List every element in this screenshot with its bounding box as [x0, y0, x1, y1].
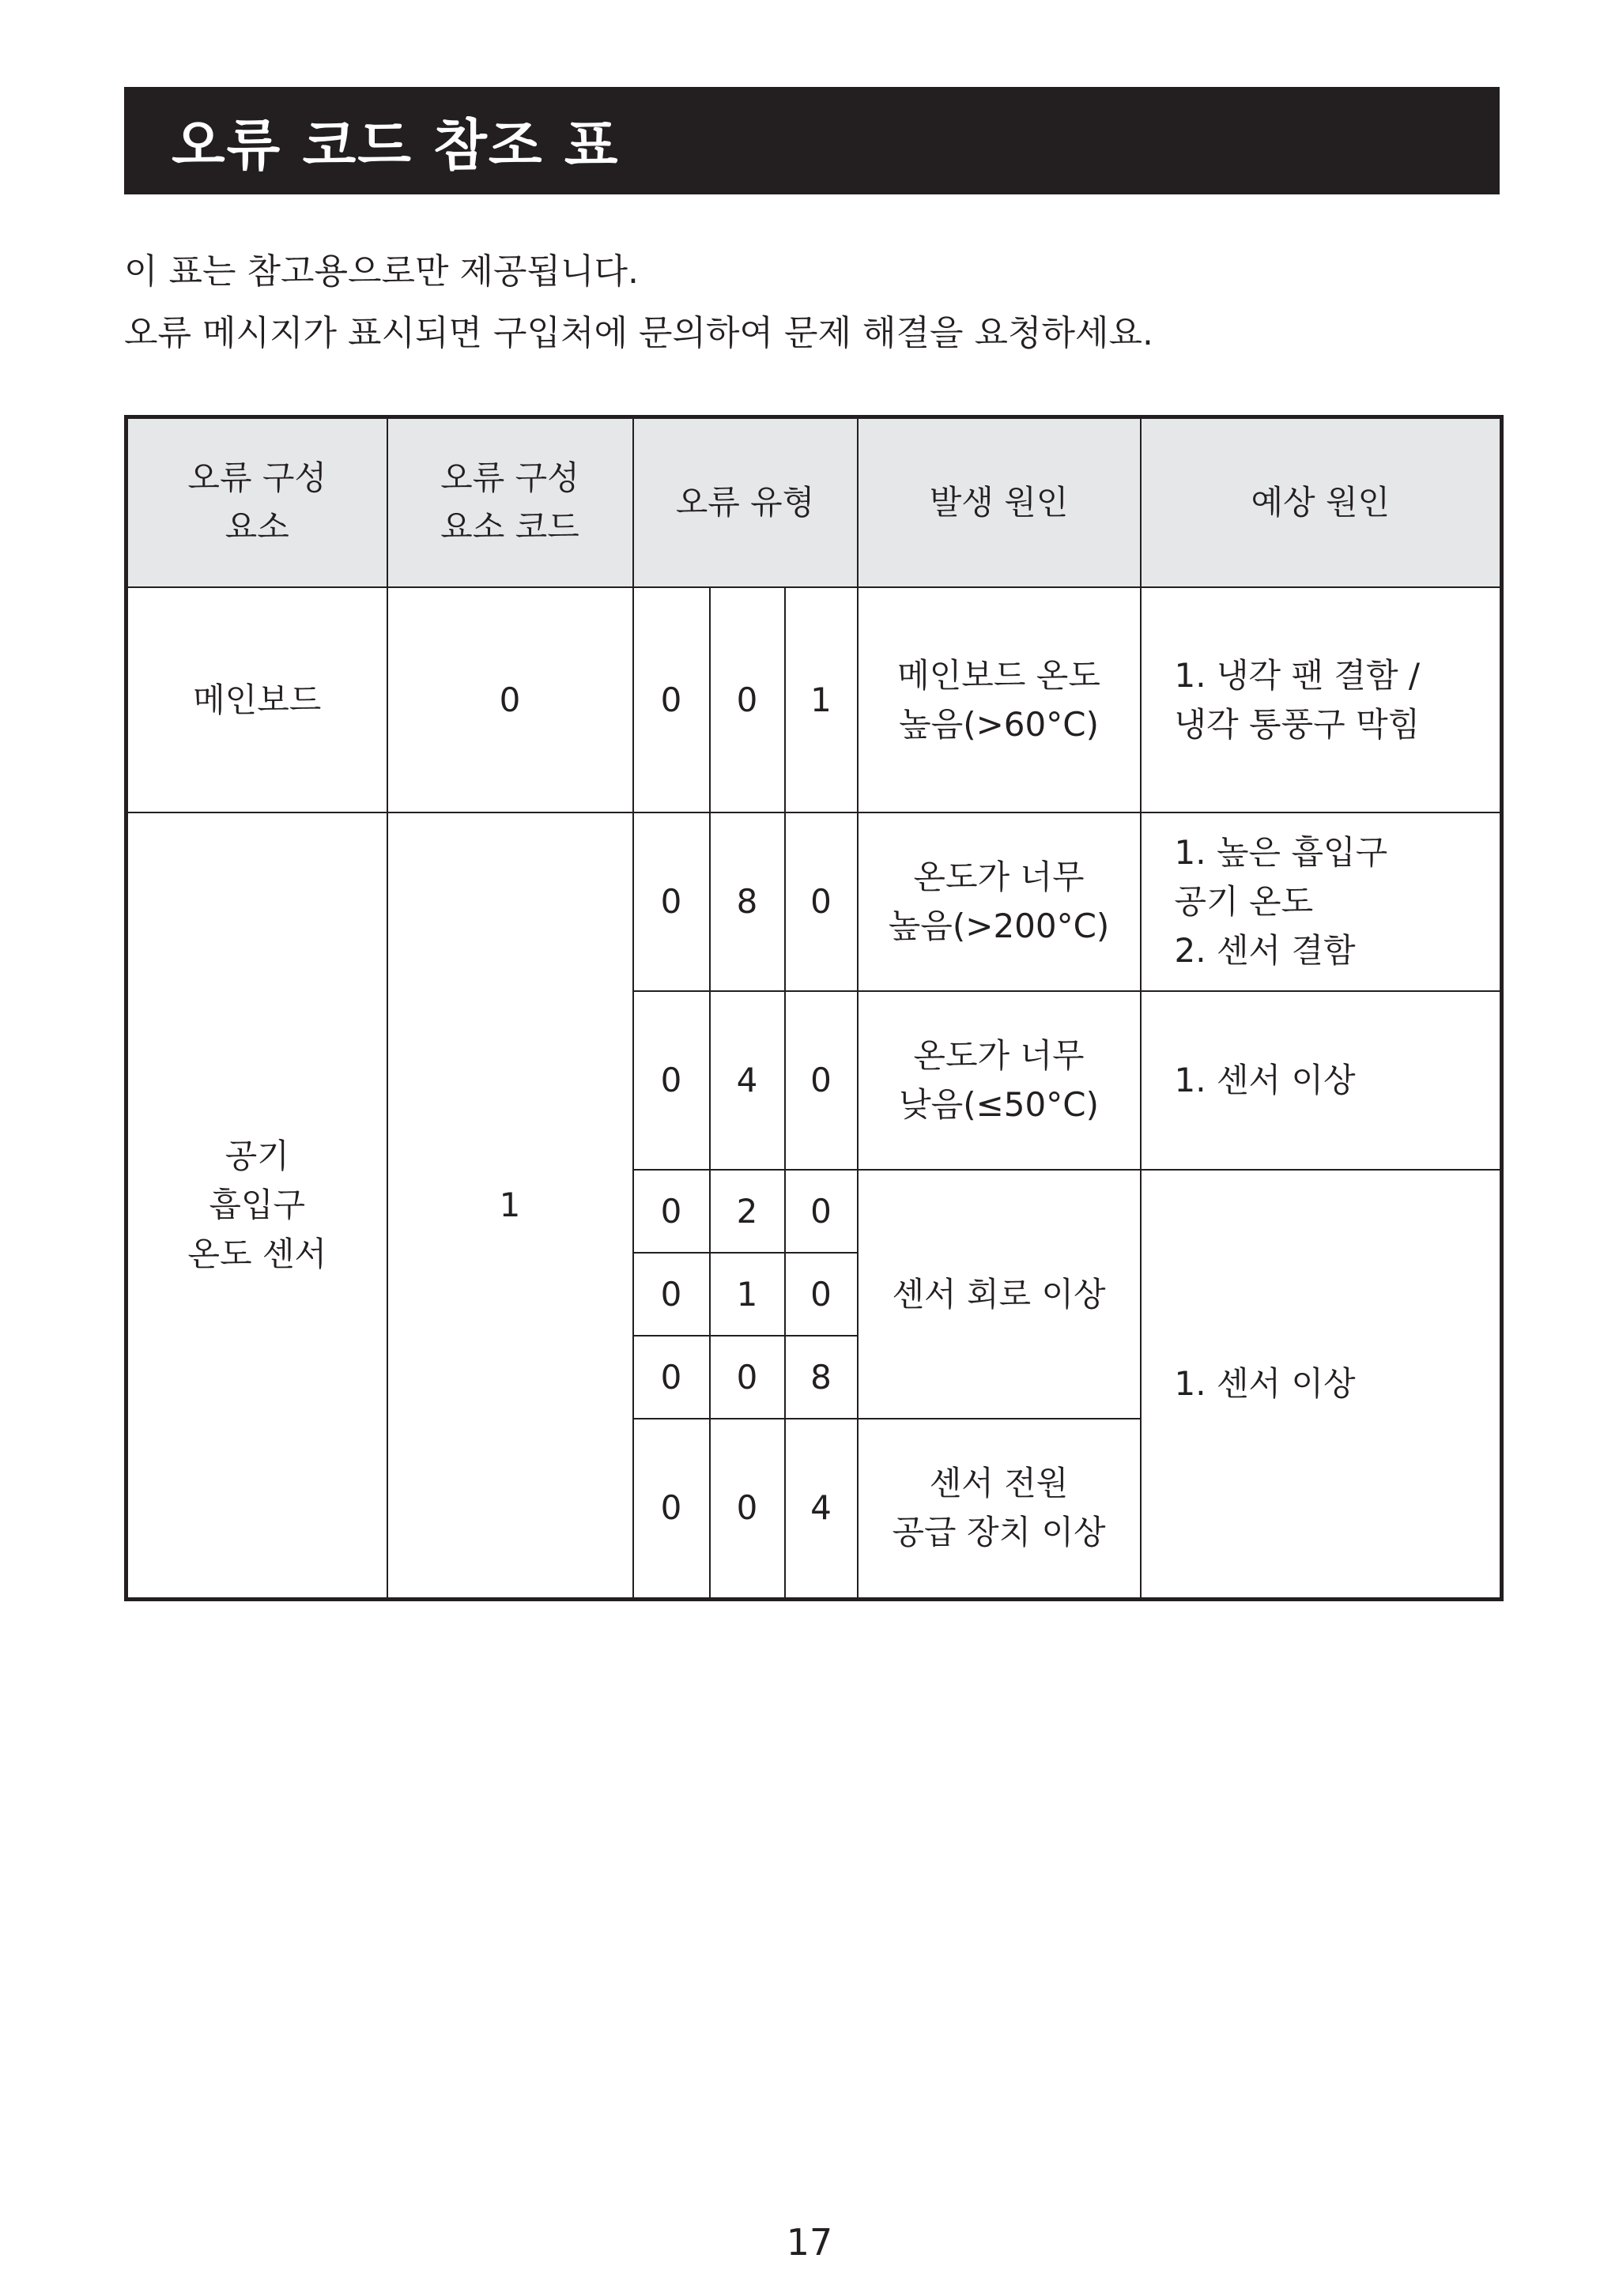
error-digit: 8 — [785, 1336, 858, 1419]
error-digit: 0 — [633, 1170, 710, 1253]
error-digit: 0 — [785, 1170, 858, 1253]
error-digit: 4 — [710, 991, 785, 1170]
cause-cell: 온도가 너무 낮음(≤50°C) — [858, 991, 1141, 1170]
error-digit: 0 — [633, 812, 710, 991]
intro-text — [124, 241, 1153, 364]
mainboard-component: 메인보드 — [126, 587, 387, 812]
table-header-row — [126, 417, 1502, 588]
error-digit: 1 — [710, 1253, 785, 1336]
error-digit: 1 — [785, 587, 858, 812]
cause-cell: 온도가 너무 높음(>200°C) — [858, 812, 1141, 991]
error-digit: 2 — [710, 1170, 785, 1253]
error-digit: 0 — [633, 587, 710, 812]
expected-cause-cell: 1. 높은 흡입구 공기 온도 2. 센서 결함 — [1141, 812, 1502, 991]
error-digit: 0 — [785, 812, 858, 991]
table-row-sensor-080 — [126, 812, 1502, 991]
shared-expected-cause-cell: 1. 센서 이상 — [1141, 1170, 1502, 1599]
header-component-code: 오류 구성 요소 코드 — [387, 417, 633, 588]
table-row-mainboard — [126, 587, 1502, 812]
header-expected-cause: 예상 원인 — [1141, 417, 1502, 588]
mainboard-cause: 메인보드 온도 높음(>60°C) — [858, 587, 1141, 812]
error-code-table — [124, 415, 1504, 1601]
error-digit: 0 — [710, 1336, 785, 1419]
error-digit: 0 — [633, 1253, 710, 1336]
cause-cell: 센서 전원 공급 장치 이상 — [858, 1419, 1141, 1599]
mainboard-code: 0 — [387, 587, 633, 812]
intro-line-2: 오류 메시지가 표시되면 구입처에 문의하여 문제 해결을 요청하세요. — [124, 313, 1153, 353]
expected-cause-cell: 1. 센서 이상 — [1141, 991, 1502, 1170]
title-bar — [124, 87, 1500, 194]
intro-line-1: 이 표는 참고용으로만 제공됩니다. — [124, 251, 639, 292]
error-digit: 4 — [785, 1419, 858, 1599]
header-component: 오류 구성 요소 — [126, 417, 387, 588]
sensor-component: 공기 흡입구 온도 센서 — [126, 812, 387, 1599]
error-digit: 0 — [785, 1253, 858, 1336]
error-digit: 8 — [710, 812, 785, 991]
sensor-code: 1 — [387, 812, 633, 1599]
page-title: 오류 코드 참조 표 — [172, 112, 620, 178]
header-cause: 발생 원인 — [858, 417, 1141, 588]
mainboard-expected-cause: 1. 냉각 팬 결함 / 냉각 통풍구 막힘 — [1141, 587, 1502, 812]
error-digit: 0 — [710, 587, 785, 812]
header-error-type: 오류 유형 — [633, 417, 858, 588]
circuit-cause-cell: 센서 회로 이상 — [858, 1170, 1141, 1419]
error-digit: 0 — [633, 1419, 710, 1599]
error-digit: 0 — [633, 991, 710, 1170]
error-digit: 0 — [785, 991, 858, 1170]
page-number: 17 — [786, 2221, 833, 2264]
error-digit: 0 — [710, 1419, 785, 1599]
error-digit: 0 — [633, 1336, 710, 1419]
